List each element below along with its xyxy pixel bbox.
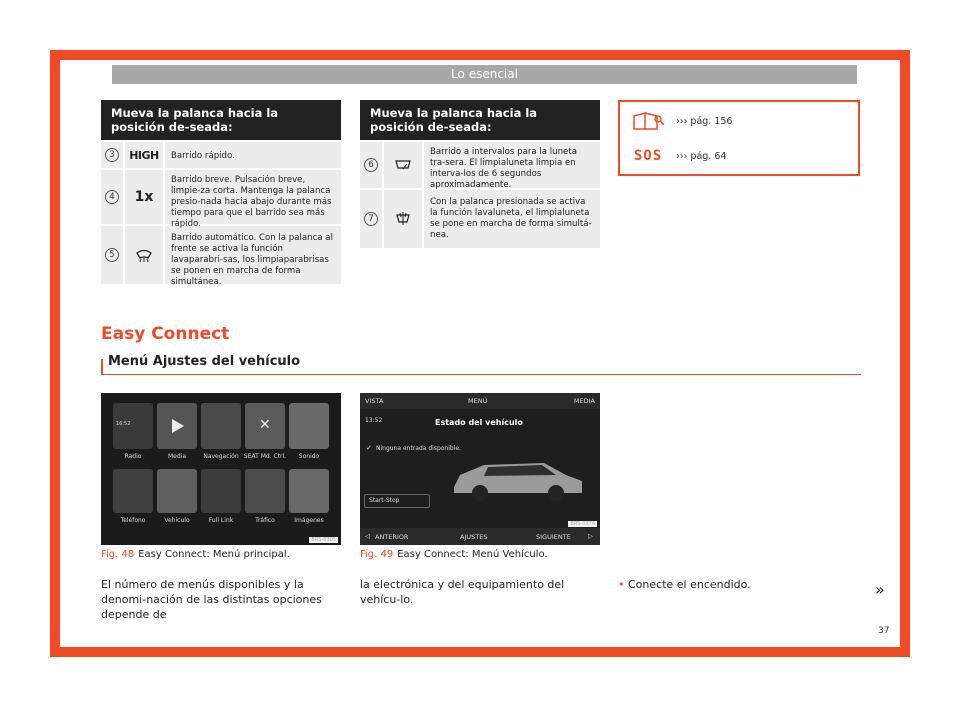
section-title: Easy Connect	[101, 324, 230, 344]
figure-main-menu: 16:52 ✕ Radio Media Navegación SEAT Md. Ctrl. Sonido Teléfono Vehículo Full Link Tráfico Imágenes BRS-0305	[101, 393, 341, 545]
figure-caption: Fig. 49 Easy Connect: Menú Vehículo.	[360, 549, 548, 560]
reference-page[interactable]: ››› pág. 64	[676, 150, 727, 162]
tile-traffic	[245, 469, 285, 513]
figure-vehicle-menu	[360, 393, 600, 545]
top-menu-bar	[360, 393, 600, 409]
rear-washer-icon	[382, 190, 424, 248]
row-number: 6	[364, 158, 378, 172]
continue-icon: »	[875, 580, 885, 599]
reference-box	[618, 100, 860, 176]
cross-icon: ✕	[259, 417, 271, 433]
sos-icon: SOS	[633, 148, 663, 164]
row-number: 3	[105, 148, 119, 162]
status-text: Ninguna entrada disponible.	[376, 445, 461, 452]
row-text: Barrido automático. Con la palanca al frente se activa la función lavaparabri-sas, los limpiaparabrisas se ponen en marcha de forma simultánea.	[171, 233, 333, 287]
menu-settings[interactable]: AJUSTES	[460, 533, 488, 541]
manual-book-icon	[620, 110, 676, 132]
row-number: 7	[364, 212, 378, 226]
figure-caption: Fig. 48 Easy Connect: Menú principal.	[101, 549, 290, 560]
check-icon: ✓	[366, 444, 372, 452]
table-row	[360, 188, 600, 248]
table-heading: Mueva la palanca hacia la posición de-seada:	[101, 100, 341, 140]
rear-wiper-icon	[382, 142, 424, 188]
tile-navigation	[201, 403, 241, 449]
screen-title: Estado del vehículo	[435, 418, 523, 427]
chevron-left-icon: ◁	[365, 532, 370, 540]
bullet-icon: •	[618, 578, 625, 591]
row-text: Barrido rápido.	[171, 151, 235, 161]
bottom-menu-bar	[360, 528, 600, 545]
tile-phone	[113, 469, 153, 513]
body-text-col2: la electrónica y del equipamiento del vehícu-lo.	[360, 578, 565, 606]
row-text: Barrido a intervalos para la luneta tra-sera. El limpialuneta limpia en interva-los de 6 segundos aproximadamente.	[430, 147, 577, 190]
chapter-header: Lo esencial	[112, 65, 857, 84]
table-row	[101, 224, 341, 287]
row-number: 5	[105, 248, 119, 262]
table-row	[101, 140, 341, 168]
page-content	[60, 60, 900, 647]
tile-images	[289, 469, 329, 513]
wiper-table-rear	[360, 100, 600, 248]
subtitle-marker	[101, 359, 103, 375]
body-text-col1: El número de menús disponibles y la denomi-nación de las distintas opciones depende de	[101, 578, 322, 621]
row-text: Barrido breve. Pulsación breve, limpie-za corta. Mantenga la palanca presio-nada hacia abajo durante más tiempo para que el barrido sea más rápido.	[171, 175, 332, 229]
figure-code: BRS-0374	[570, 521, 595, 527]
tile-full-link	[201, 469, 241, 513]
reference-item	[620, 148, 726, 164]
reference-page[interactable]: ››› pág. 156	[676, 115, 733, 127]
tile-sound	[289, 403, 329, 449]
single-wipe-icon: 1x	[123, 170, 165, 224]
row-text: Con la palanca presionada se activa la función lavaluneta, el limpialuneta se pone en marcha de forma simultá-nea.	[430, 197, 592, 240]
table-row	[101, 168, 341, 229]
car-image	[448, 455, 588, 503]
table-heading: Mueva la palanca hacia la posición de-seada:	[360, 100, 600, 140]
tile-seat-media-control	[245, 403, 285, 449]
menu-menu[interactable]: MENÚ	[468, 397, 488, 405]
menu-previous[interactable]: ANTERIOR	[375, 533, 409, 541]
menu-vista[interactable]: VISTA	[365, 397, 384, 405]
play-icon	[172, 419, 184, 433]
menu-next[interactable]: SIGUIENTE	[536, 533, 571, 541]
page-number: 37	[878, 626, 890, 636]
wiper-table-front	[101, 100, 341, 287]
clock: 13:52	[365, 417, 383, 424]
menu-media[interactable]: MEDIA	[573, 397, 595, 405]
high-speed-icon: HIGH	[123, 142, 165, 168]
section-subtitle: Menú Ajustes del vehículo	[108, 354, 301, 369]
chevron-right-icon: ▷	[588, 532, 593, 540]
page-frame	[50, 50, 910, 657]
figure-code: BRS-0305	[311, 537, 336, 543]
bullet-item: • Conecte el encendido.	[618, 578, 751, 591]
reference-item	[620, 110, 732, 132]
tile-media	[157, 403, 197, 449]
tile-radio: 16:52	[113, 403, 153, 449]
divider	[101, 374, 861, 375]
row-number: 4	[105, 190, 119, 204]
tile-vehicle	[157, 469, 197, 513]
start-stop-button[interactable]: Start-Stop	[364, 494, 430, 508]
table-row	[360, 140, 600, 188]
washer-wiper-icon	[123, 226, 165, 284]
